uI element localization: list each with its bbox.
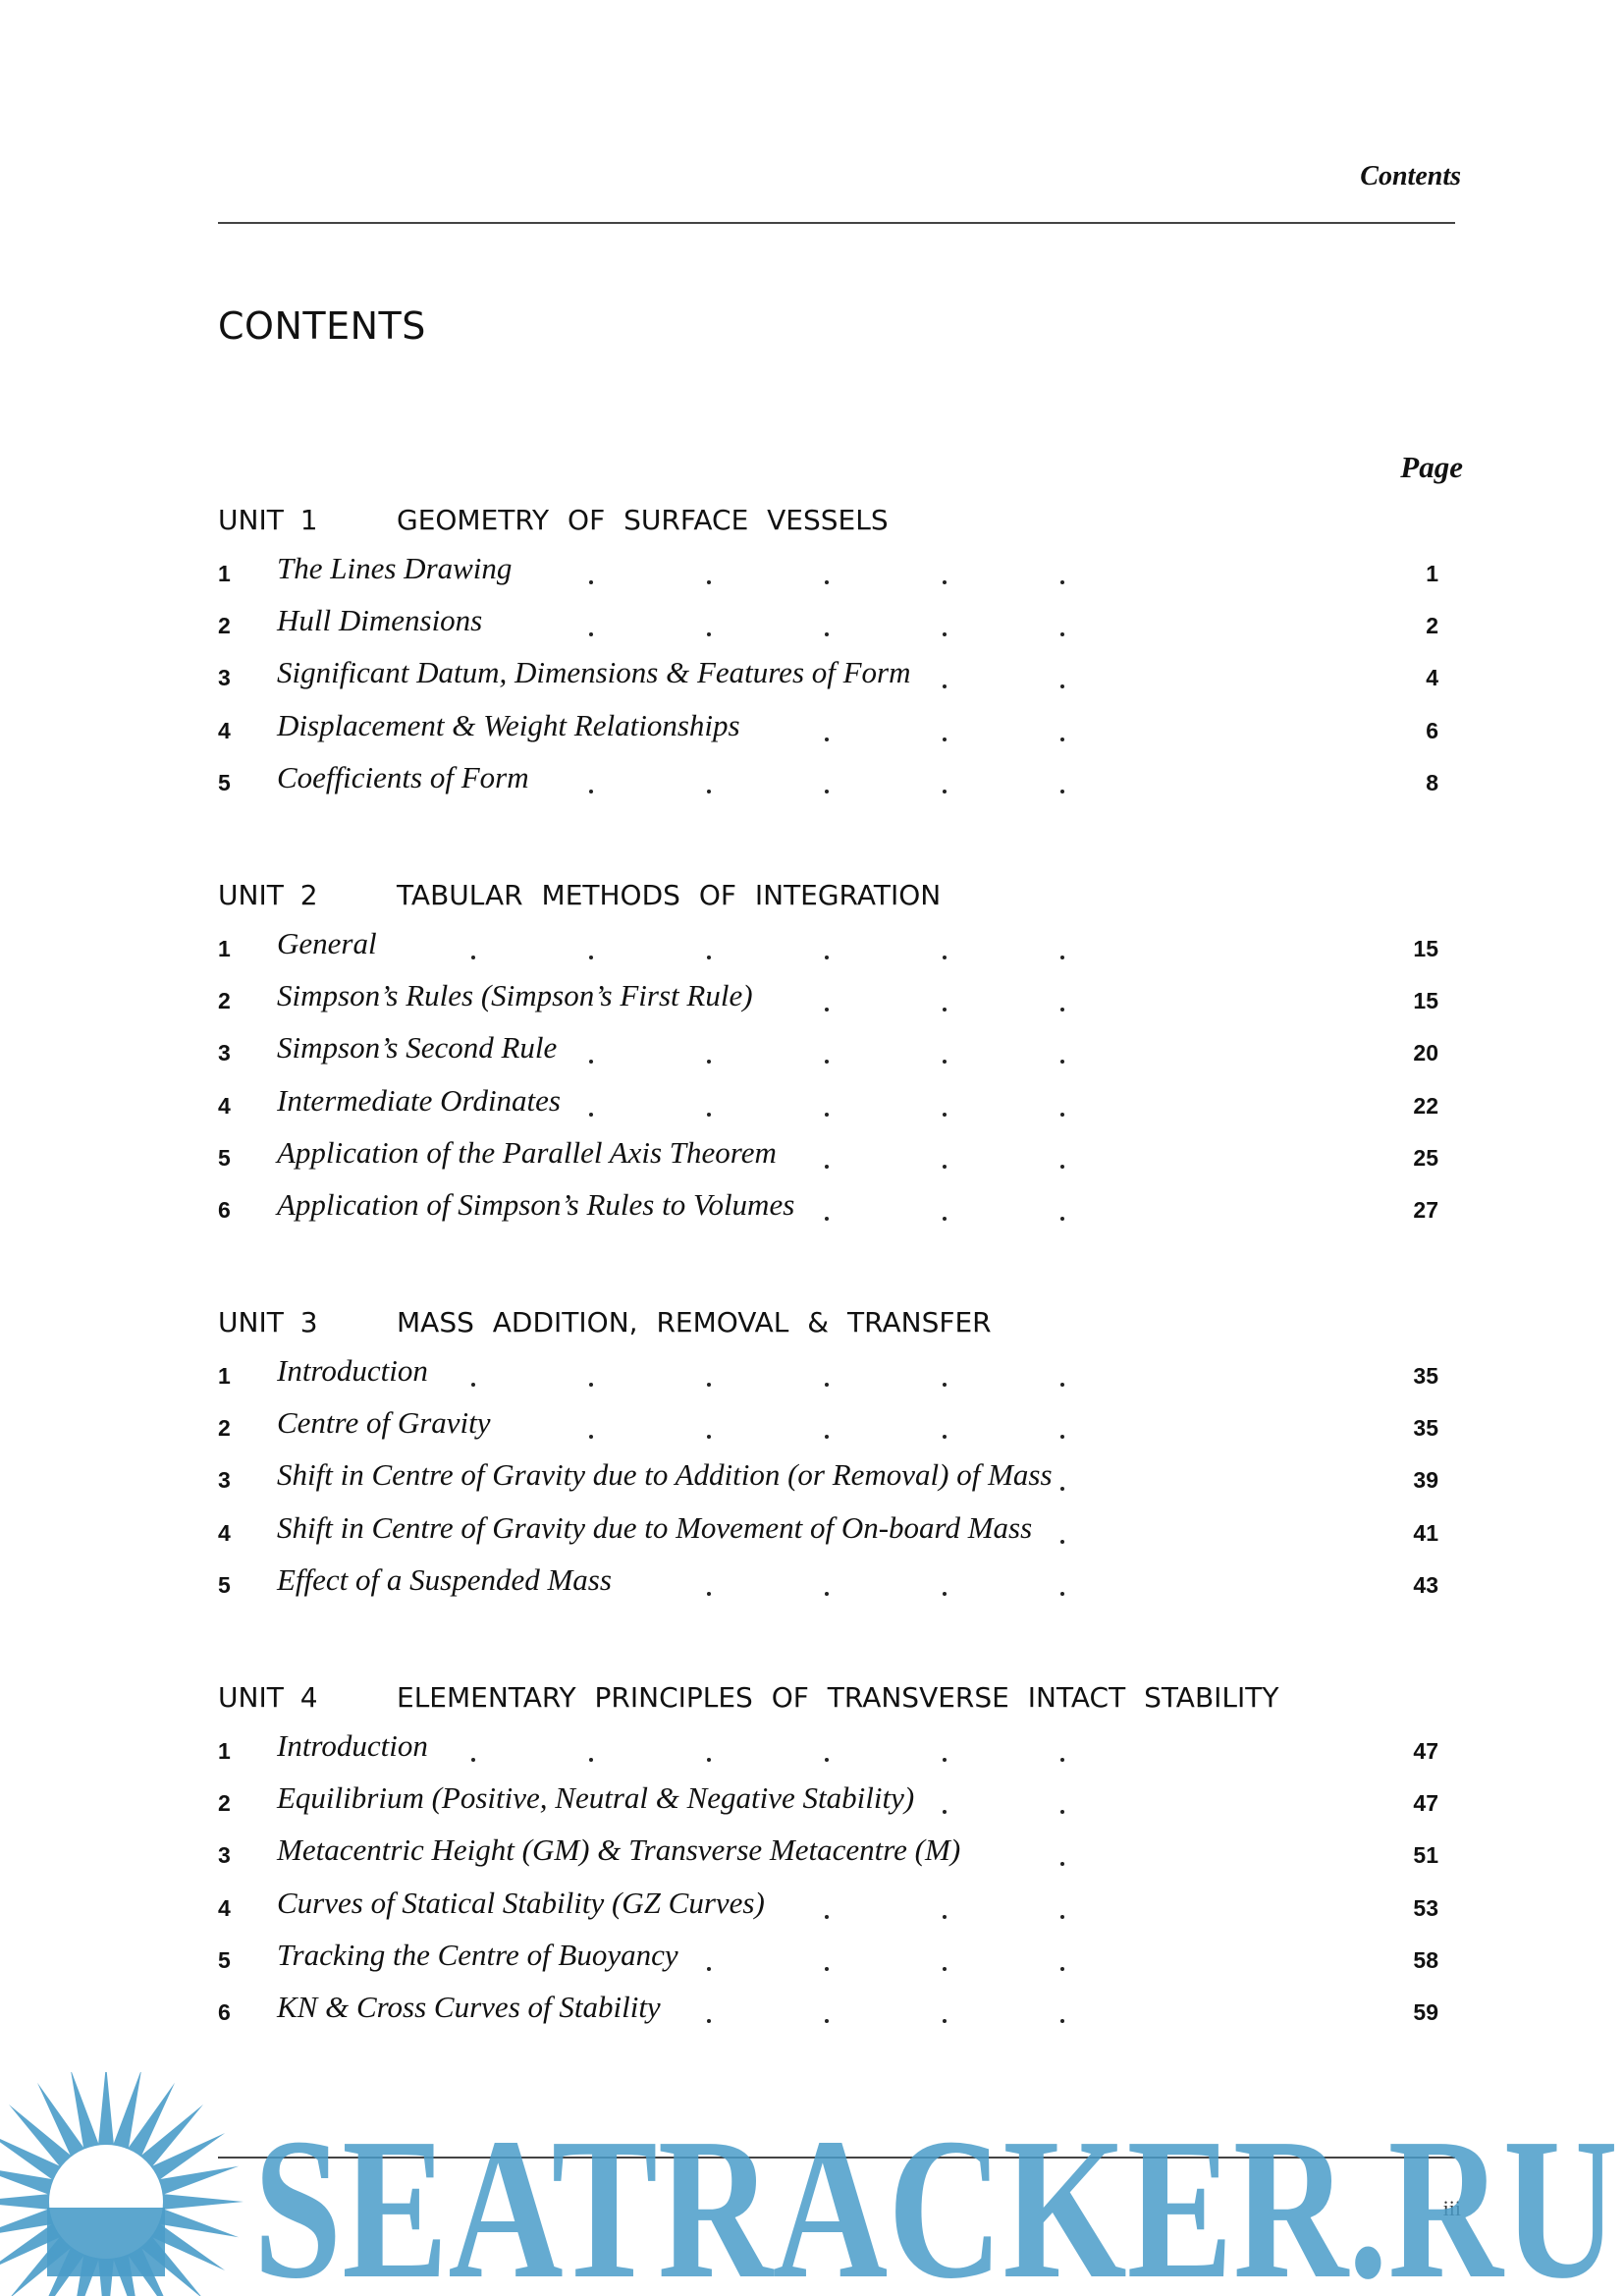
entry-number: 6	[218, 1196, 231, 1223]
toc-entry[interactable]	[218, 758, 1455, 810]
leader-dot	[825, 1592, 829, 1596]
entry-number: 3	[218, 1040, 231, 1066]
leader-dot	[1060, 632, 1064, 636]
entry-page-number: 58	[1413, 1946, 1438, 1973]
entry-title: Tracking the Centre of Buoyancy	[277, 1938, 684, 1973]
leader-dot	[1060, 1113, 1064, 1117]
entry-title: Displacement & Weight Relationships	[277, 708, 746, 743]
leader-dot	[943, 1967, 947, 1971]
entry-page-number: 4	[1426, 665, 1438, 691]
leader-dot	[707, 790, 711, 793]
leader-dot	[943, 1435, 947, 1439]
entry-number: 2	[218, 1415, 231, 1442]
entry-page-number: 1	[1426, 561, 1438, 586]
leader-dot	[1060, 1487, 1064, 1491]
entry-title: Effect of a Suspended Mass	[277, 1562, 618, 1598]
entry-title: Centre of Gravity	[277, 1405, 497, 1441]
unit-heading	[218, 1673, 1455, 1722]
leader-dot	[825, 1060, 829, 1064]
entry-title: Hull Dimensions	[277, 603, 488, 638]
leader-dot	[1060, 1383, 1064, 1387]
entry-number: 2	[218, 988, 231, 1014]
toc-entry[interactable]	[218, 1884, 1455, 1936]
leader-dot	[825, 1967, 829, 1971]
unit-title: TABULAR METHODS OF INTEGRATION	[397, 879, 942, 911]
leader-dot	[1060, 2019, 1064, 2023]
leader-dot	[943, 1008, 947, 1011]
unit-section	[218, 871, 1455, 1237]
page-title: CONTENTS	[218, 304, 426, 348]
entry-number: 1	[218, 936, 231, 961]
toc-entry[interactable]	[218, 549, 1455, 601]
leader-dot	[1060, 738, 1064, 741]
leader-dot	[1060, 580, 1064, 584]
entry-title: Shift in Centre of Gravity due to Addition (or Removal) of Mass	[277, 1457, 1058, 1493]
unit-title: MASS ADDITION, REMOVAL & TRANSFER	[397, 1306, 992, 1339]
dot-leader	[218, 924, 1455, 976]
entry-title: The Lines Drawing	[277, 551, 517, 586]
unit-title: GEOMETRY OF SURFACE VESSELS	[397, 504, 889, 536]
leader-dot	[1060, 1165, 1064, 1169]
leader-dot	[943, 956, 947, 959]
entry-number: 1	[218, 1363, 231, 1389]
unit-title: ELEMENTARY PRINCIPLES OF TRANSVERSE INTACT STABILITY	[397, 1681, 1279, 1714]
leader-dot	[589, 580, 593, 584]
toc-entry[interactable]	[218, 1133, 1455, 1185]
leader-dot	[589, 1060, 593, 1064]
watermark-logo	[0, 2072, 1624, 2296]
leader-dot	[943, 632, 947, 636]
entry-title: Application of Simpson’s Rules to Volumes	[277, 1187, 800, 1223]
toc-entry[interactable]	[218, 1081, 1455, 1133]
entry-page-number: 15	[1413, 988, 1438, 1014]
sun-horizon	[47, 2208, 165, 2276]
toc-entry[interactable]	[218, 601, 1455, 653]
toc-entry[interactable]	[218, 1778, 1455, 1831]
entry-page-number: 22	[1413, 1092, 1438, 1119]
entry-page-number: 43	[1413, 1571, 1438, 1598]
unit-section	[218, 1673, 1455, 2040]
leader-dot	[943, 738, 947, 741]
leader-dot	[707, 1383, 711, 1387]
entry-title: Equilibrium (Positive, Neutral & Negative Stability)	[277, 1780, 920, 1816]
leader-dot	[943, 1915, 947, 1919]
leader-dot	[825, 1435, 829, 1439]
entry-page-number: 25	[1413, 1144, 1438, 1171]
entry-number: 2	[218, 613, 231, 639]
toc-entry[interactable]	[218, 1726, 1455, 1778]
leader-dot	[707, 1113, 711, 1117]
entry-page-number: 35	[1413, 1415, 1438, 1442]
leader-dot	[943, 2019, 947, 2023]
toc-entry[interactable]	[218, 1560, 1455, 1613]
leader-dot	[1060, 1758, 1064, 1762]
leader-dot	[707, 1758, 711, 1762]
entry-number: 1	[218, 1738, 231, 1764]
leader-dot	[589, 1758, 593, 1762]
entry-page-number: 35	[1413, 1363, 1438, 1389]
entry-number: 4	[218, 717, 231, 743]
leader-dot	[943, 580, 947, 584]
leader-dot	[589, 632, 593, 636]
leader-dot	[589, 790, 593, 793]
leader-dot	[589, 956, 593, 959]
unit-heading	[218, 1298, 1455, 1347]
entry-number: 3	[218, 665, 231, 691]
entry-number: 5	[218, 1144, 231, 1171]
unit-heading	[218, 496, 1455, 545]
watermark-sun-icon	[0, 2072, 244, 2296]
entry-number: 2	[218, 1790, 231, 1817]
leader-dot	[825, 956, 829, 959]
entry-number: 4	[218, 1894, 231, 1921]
leader-dot	[1060, 1060, 1064, 1064]
entry-title: Introduction	[277, 1728, 434, 1764]
leader-dot	[943, 1113, 947, 1117]
leader-dot	[1060, 1435, 1064, 1439]
running-header: Contents	[1360, 161, 1461, 191]
leader-dot	[943, 1810, 947, 1814]
entry-number: 3	[218, 1842, 231, 1869]
entry-page-number: 27	[1413, 1196, 1438, 1223]
entry-title: Shift in Centre of Gravity due to Movement of On-board Mass	[277, 1510, 1038, 1546]
leader-dot	[707, 1435, 711, 1439]
leader-dot	[471, 1758, 475, 1762]
leader-dot	[1060, 956, 1064, 959]
entry-title: Intermediate Ordinates	[277, 1083, 567, 1119]
entry-title: Coefficients of Form	[277, 760, 535, 795]
entry-page-number: 51	[1413, 1842, 1438, 1869]
leader-dot	[943, 1592, 947, 1596]
toc-entry[interactable]	[218, 653, 1455, 705]
leader-dot	[825, 632, 829, 636]
page-folio: iii	[1442, 2196, 1461, 2220]
entry-page-number: 59	[1413, 1998, 1438, 2025]
watermark-text: SEATRACKER.RU	[253, 2096, 1618, 2296]
leader-dot	[1060, 1862, 1064, 1866]
unit-number: UNIT 3	[218, 1306, 318, 1339]
entry-page-number: 6	[1426, 717, 1438, 743]
leader-dot	[707, 632, 711, 636]
leader-dot	[943, 1217, 947, 1221]
leader-dot	[1060, 1540, 1064, 1544]
page-column-label: Page	[1400, 450, 1463, 484]
toc-entry[interactable]	[218, 976, 1455, 1028]
toc-entry[interactable]	[218, 1351, 1455, 1403]
leader-dot	[589, 1113, 593, 1117]
leader-dot	[825, 1165, 829, 1169]
leader-dot	[1060, 684, 1064, 688]
entry-page-number: 2	[1426, 613, 1438, 639]
entry-title: Introduction	[277, 1353, 434, 1389]
leader-dot	[1060, 1217, 1064, 1221]
toc-entry[interactable]	[218, 1455, 1455, 1507]
leader-dot	[707, 1592, 711, 1596]
toc-entry[interactable]	[218, 1508, 1455, 1560]
unit-number: UNIT 1	[218, 504, 318, 536]
leader-dot	[825, 1915, 829, 1919]
entry-number: 6	[218, 1998, 231, 2025]
entry-title: Curves of Statical Stability (GZ Curves)	[277, 1886, 771, 1921]
toc-entry[interactable]	[218, 1185, 1455, 1237]
leader-dot	[707, 1060, 711, 1064]
unit-section	[218, 1298, 1455, 1613]
leader-dot	[707, 580, 711, 584]
leader-dot	[825, 580, 829, 584]
entry-number: 3	[218, 1467, 231, 1494]
entry-number: 5	[218, 1946, 231, 1973]
leader-dot	[943, 1383, 947, 1387]
entry-title: Application of the Parallel Axis Theorem	[277, 1135, 783, 1171]
leader-dot	[1060, 1915, 1064, 1919]
leader-dot	[707, 2019, 711, 2023]
leader-dot	[471, 1383, 475, 1387]
leader-dot	[589, 1383, 593, 1387]
leader-dot	[589, 1435, 593, 1439]
entry-number: 5	[218, 1571, 231, 1598]
unit-section	[218, 496, 1455, 810]
entry-title: Simpson’s Rules (Simpson’s First Rule)	[277, 978, 759, 1013]
leader-dot	[825, 790, 829, 793]
toc-entry[interactable]	[218, 924, 1455, 976]
entry-page-number: 47	[1413, 1790, 1438, 1817]
header-rule	[218, 222, 1455, 224]
entry-page-number: 8	[1426, 769, 1438, 795]
leader-dot	[1060, 1592, 1064, 1596]
entry-title: General	[277, 926, 383, 961]
unit-heading	[218, 871, 1455, 920]
leader-dot	[943, 790, 947, 793]
leader-dot	[471, 956, 475, 959]
entry-page-number: 15	[1413, 936, 1438, 961]
toc-entry[interactable]	[218, 1831, 1455, 1883]
leader-dot	[825, 1008, 829, 1011]
entry-number: 4	[218, 1092, 231, 1119]
entry-title: Simpson’s Second Rule	[277, 1030, 563, 1066]
leader-dot	[825, 738, 829, 741]
entry-page-number: 41	[1413, 1519, 1438, 1546]
leader-dot	[943, 1758, 947, 1762]
entry-page-number: 39	[1413, 1467, 1438, 1494]
toc-entry[interactable]	[218, 1936, 1455, 1988]
leader-dot	[825, 1113, 829, 1117]
toc-entry[interactable]	[218, 1988, 1455, 2040]
toc-entry[interactable]	[218, 1403, 1455, 1455]
leader-dot	[943, 684, 947, 688]
leader-dot	[825, 1383, 829, 1387]
unit-number: UNIT 2	[218, 879, 318, 911]
leader-dot	[1060, 790, 1064, 793]
leader-dot	[707, 1967, 711, 1971]
entry-title: Metacentric Height (GM) & Transverse Metacentre (M)	[277, 1832, 966, 1868]
entry-page-number: 20	[1413, 1040, 1438, 1066]
entry-number: 5	[218, 769, 231, 795]
leader-dot	[707, 956, 711, 959]
toc-entry[interactable]	[218, 1028, 1455, 1080]
entry-title: Significant Datum, Dimensions & Features of Form	[277, 655, 917, 690]
leader-dot	[943, 1060, 947, 1064]
leader-dot	[825, 2019, 829, 2023]
entry-number: 1	[218, 561, 231, 586]
entry-page-number: 53	[1413, 1894, 1438, 1921]
leader-dot	[943, 1165, 947, 1169]
leader-dot	[825, 1217, 829, 1221]
entry-number: 4	[218, 1519, 231, 1546]
leader-dot	[1060, 1967, 1064, 1971]
entry-page-number: 47	[1413, 1738, 1438, 1764]
unit-number: UNIT 4	[218, 1681, 318, 1714]
leader-dot	[1060, 1008, 1064, 1011]
leader-dot	[825, 1758, 829, 1762]
toc-entry[interactable]	[218, 706, 1455, 758]
leader-dot	[1060, 1810, 1064, 1814]
entry-title: KN & Cross Curves of Stability	[277, 1990, 667, 2025]
